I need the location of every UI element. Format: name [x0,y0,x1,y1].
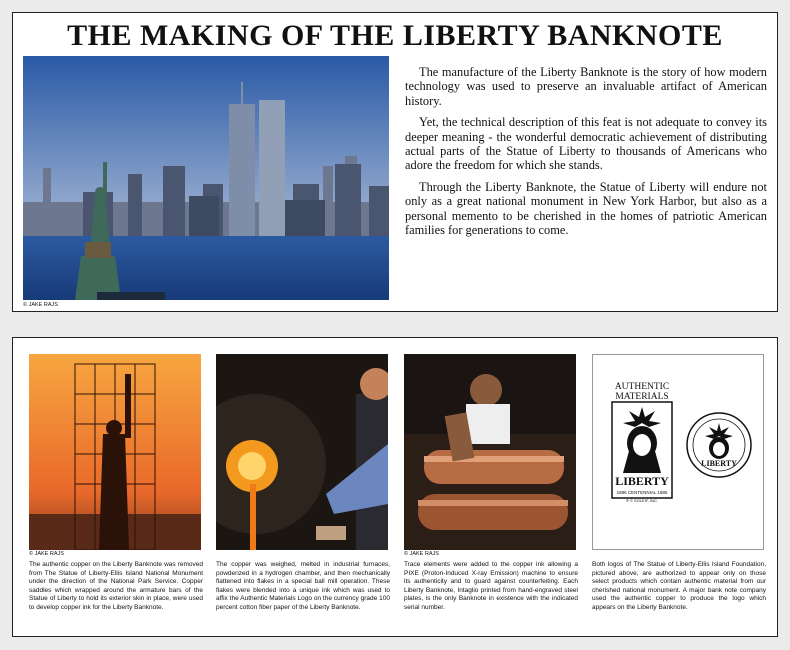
skyline-illustration [23,56,389,300]
copper-rollers-illustration [404,354,576,550]
logo-centennial: 1886 CENTENNIAL 1986 [616,490,668,495]
caption-foundation-logos: Both logos of The Statue of Liberty-Ellis Island Foundation, pictured above, are authorized to appear only on those select products which contain authentic material from our cherished national monument. A major bank note company used the authentic copper to produce the logo which appears on the Liberty Banknote. [592,561,766,611]
caption-pixe-authentication: Trace elements were added to the copper ink allowing a PIXE (Proton-Induced X-ray Emission) machine to ensure its authenticity and to guard against counterfeiting. Each Liberty Banknote, Intaglio printed from hand-engraved steel plates, is the only Banknote in existence with the indicated serial number. [404,561,578,611]
authentic-materials-logo [609,379,675,503]
caption-copper-removal: The authentic copper on the Liberty Banknote was removed from The Statue of Liberty-Ellis Island National Monument under the direction of the National Park Service. Copper saddles which wrapped around the armature bars of the Statue of Liberty to hold its exterior skin in place, were used to develop copper ink for the Liberty Banknote. [29,561,203,611]
photo-credit: © JAKE RAJS [23,302,58,308]
intro-paragraph: Yet, the technical description of this feat is not adequate to convey its deeper meaning - the wonderful democratic achievement of distributing actual parts of the Statue of Liberty to thousands of Americans who adore the freedom for which she stands. [405,115,767,173]
statue-scaffolding-illustration [29,354,201,550]
intro-paragraph: Through the Liberty Banknote, the Statue of Liberty will endure not only as a great national monument in New York Harbor, but also as a personal memento to be cherished in the homes of patriotic American families for generations to come. [405,179,767,237]
photo-molten-copper [216,354,388,550]
logo-word: LIBERTY [615,474,669,488]
logo-line1: AUTHENTIC [614,382,670,392]
photo-worker-copper-rollers [404,354,576,550]
logo-trademark: ® © SOLEIF, INC. [625,498,659,503]
hero-photo-manhattan-skyline [23,56,389,300]
molten-copper-illustration [216,354,388,550]
liberty-seal-logo [685,411,753,479]
foundation-logos [592,354,764,550]
photo-credit: © JAKE RAJS [29,551,64,557]
photo-statue-scaffolding [29,354,201,550]
intro-paragraph: The manufacture of the Liberty Banknote is the story of how modern technology was used to preserve an invaluable artifact of American history. [405,65,767,108]
intro-text [405,65,767,244]
caption-copper-processing: The copper was weighed, melted in industrial furnaces, powderized in a hydrogen chamber, and then mechanically flattened into flakes in a special ball mill operation. These flakes were blended into a unique ink which was used to affix the Authentic Materials Logo on the currency grade 100 percent cotton fiber paper of the Liberty Banknote. [216,561,390,611]
bottom-panel [12,337,778,637]
photo-credit: © JAKE RAJS [404,551,439,557]
logo-line2: MATERIALS [615,392,669,402]
page-title: THE MAKING OF THE LIBERTY BANKNOTE [67,19,723,52]
top-panel [12,12,778,312]
seal-word: LIBERTY [701,459,737,468]
